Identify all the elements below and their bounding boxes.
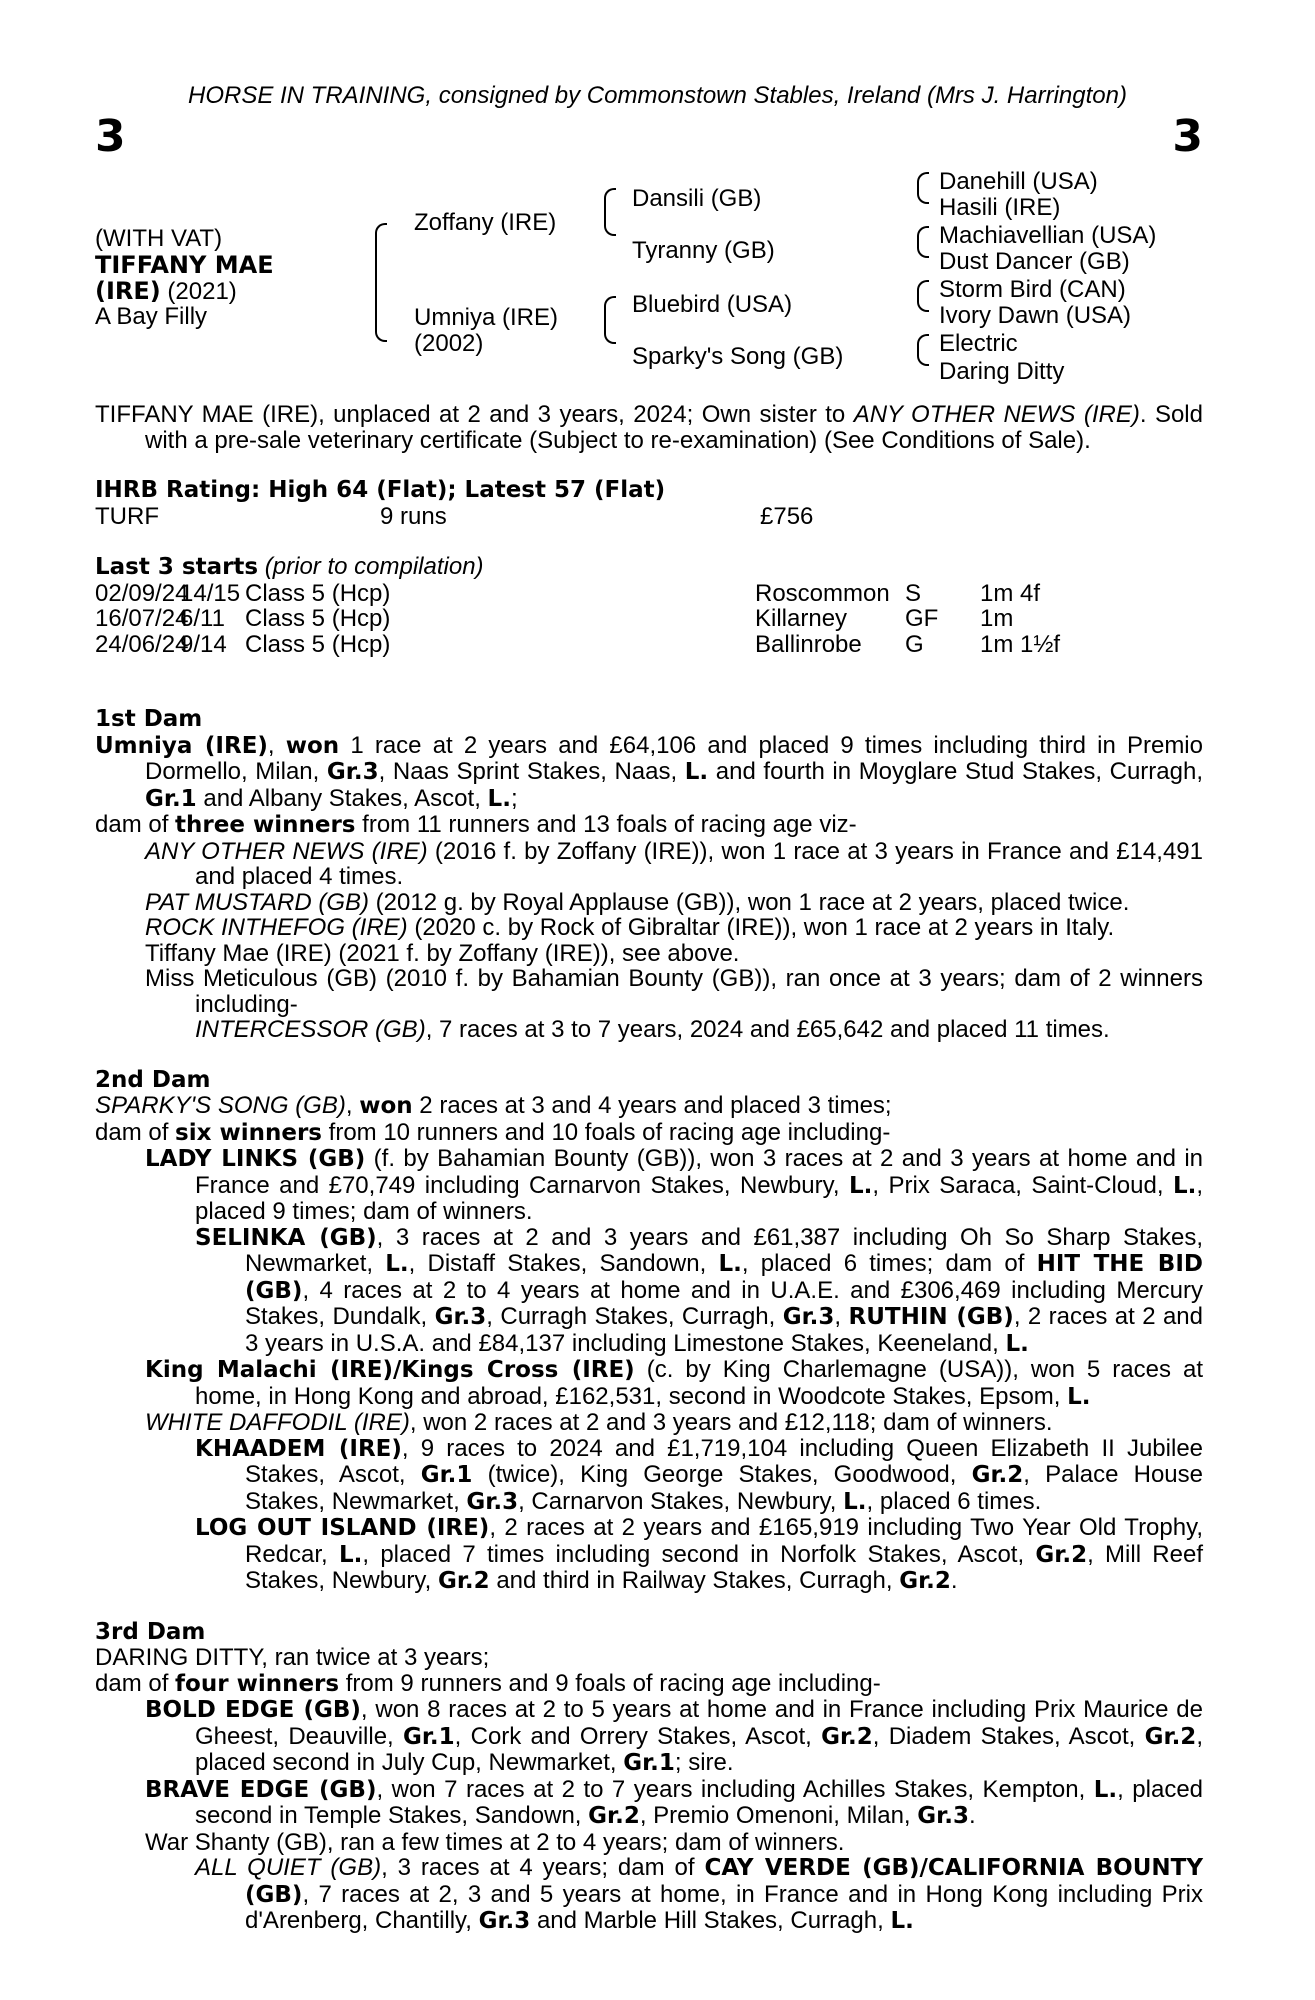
text-run: , Premio Omenoni, Milan, (639, 1802, 918, 1829)
ancestor-5: Storm Bird (CAN) (939, 276, 1126, 303)
start-pos: 6/11 (180, 605, 225, 632)
text-run: Gr.3 (917, 1803, 969, 1829)
text-run: SPARKY'S SONG (GB) (95, 1092, 346, 1119)
text-run: ANY OTHER NEWS (IRE) (145, 837, 428, 865)
start-going: S (905, 579, 922, 607)
start-course: Roscommon (755, 579, 890, 607)
pedigree-brace-g4 (917, 334, 929, 366)
horse-description: A Bay Filly (95, 303, 208, 330)
dam1-produce-2 (95, 890, 1203, 916)
text-run: L. (338, 1541, 363, 1568)
horse-year: (2021) (160, 278, 237, 305)
text-run: ALL QUIET (GB) (195, 1854, 382, 1881)
pedigree-brace-main (375, 223, 387, 342)
starts-heading-line (95, 554, 1203, 581)
text-run: , Prix Saraca, Saint-Cloud, (872, 1171, 1173, 1199)
text-run: L. (848, 1172, 873, 1199)
ancestor-7: Electric (939, 330, 1018, 357)
text-run: , Mill Reef Stakes, Newbury, (245, 1540, 1203, 1594)
text-run: ; sire. (674, 1749, 734, 1776)
text-run: , Diadem Stakes, Ascot, (872, 1722, 1145, 1750)
text-run: Gr.1 (420, 1462, 473, 1488)
ancestor-3: Machiavellian (USA) (939, 222, 1157, 249)
start-row (95, 632, 1203, 658)
start-course: Killarney (755, 605, 848, 632)
pedigree-brace-g1 (917, 172, 929, 204)
text-run: and Marble Hill Stakes, Curragh, (530, 1907, 891, 1934)
text-run: , (834, 1303, 849, 1330)
text-run: , Naas Sprint Stakes, Naas, (378, 758, 685, 785)
rating-row (95, 504, 1203, 530)
text-run: Umniya (IRE) (95, 732, 268, 759)
dam-year: (2002) (414, 330, 484, 357)
dam2-grandproduce-2 (95, 1436, 1203, 1516)
text-run: , 3 races at 2 and 3 years and £61,387 including Oh So Sharp Stakes, Newmarket, (245, 1223, 1203, 1277)
sire-sire: Dansili (GB) (632, 185, 762, 212)
text-run: dam of (95, 1118, 176, 1146)
rating-runs: 9 runs (380, 502, 447, 530)
text-run: Gr.1 (402, 1723, 455, 1750)
text-run: , Distaff Stakes, Sandown, (408, 1250, 719, 1277)
text-run: and third in Railway Stakes, Curragh, (489, 1567, 900, 1594)
text-run: , 4 races at 2 to 4 years at home and in U.A.E. and £306,469 including Mercury Stakes, Dundalk, (245, 1276, 1203, 1330)
dam1-produce-1 (95, 839, 1203, 890)
text-run: RUTHIN (GB) (848, 1304, 1014, 1330)
text-run: Gr.3 (478, 1908, 531, 1934)
start-going: GF (905, 605, 939, 632)
text-run: Gr.2 (971, 1462, 1024, 1488)
text-run: L. (718, 1251, 742, 1277)
text-run: CAY VERDE (GB)/CALIFORNIA BOUNTY (GB) (245, 1855, 1204, 1908)
text-run: Gr.2 (437, 1568, 490, 1594)
text-run: Gr.2 (1144, 1723, 1197, 1750)
lot-number-left: 3 (95, 111, 126, 162)
text-run: (2020 c. by Rock of Gibraltar (IRE)), won 1 race at 2 years in Italy. (407, 914, 1115, 941)
text-run: Gr.2 (1035, 1541, 1088, 1568)
start-dist: 1m 4f (980, 579, 1041, 607)
text-run: (c. by King Charlemagne (USA)), won 5 races at home, in Hong Kong and abroad, £162,531, second in Woodcote Stakes, Epsom, (195, 1356, 1203, 1410)
dam3-produce-1 (95, 1697, 1203, 1777)
intro-text: TIFFANY MAE (IRE), unplaced at 2 and 3 years, 2024; Own sister to (95, 401, 854, 428)
text-run: PAT MUSTARD (GB) (145, 888, 369, 916)
lot-number-right: 3 (1172, 111, 1203, 162)
text-run: , (345, 1092, 360, 1119)
dam3-grandproduce-1 (95, 1855, 1203, 1935)
text-run: L. (1005, 1330, 1029, 1357)
text-run: . (950, 1567, 958, 1594)
start-date: 24/06/24 (95, 630, 189, 658)
start-class: Class 5 (Hcp) (245, 579, 391, 607)
text-run: L. (487, 785, 511, 812)
dam2-record (95, 1093, 1203, 1120)
text-run: L. (385, 1251, 409, 1277)
text-run: HIT THE BID (GB) (245, 1251, 1203, 1304)
text-run: , won 7 races at 2 to 7 years including Achilles Stakes, Kempton, (376, 1775, 1094, 1803)
start-row (95, 606, 1203, 632)
text-run: Gr.2 (588, 1803, 640, 1829)
start-pos: 9/14 (180, 630, 227, 658)
dam1-record (95, 733, 1203, 813)
text-run: , placed 7 times including second in Norfolk Stakes, Ascot, (362, 1540, 1036, 1568)
ancestor-6: Ivory Dawn (USA) (939, 302, 1132, 329)
dam3-produce-2 (95, 1777, 1203, 1830)
start-date: 16/07/24 (95, 605, 189, 632)
dam3-produce-3 (95, 1830, 1203, 1856)
pedigree-brace-g3 (917, 280, 929, 312)
intro-paragraph (95, 402, 1203, 453)
text-run: , 2 races at 2 and 3 years in U.S.A. and £84,137 including Limestone Stakes, Keeneland, (245, 1303, 1203, 1357)
text-run: from 11 runners and 13 foals of racing age viz- (355, 811, 857, 838)
dam1-grandproduce-1 (95, 1017, 1203, 1043)
dam2-grandproduce-3 (95, 1515, 1203, 1595)
starts-table (95, 581, 1203, 658)
dam2-heading: 2nd Dam (95, 1066, 211, 1093)
vat-note: (WITH VAT) (95, 225, 223, 252)
text-run: Gr.3 (434, 1304, 487, 1330)
text-run: DARING DITTY, ran twice at 3 years; (95, 1644, 490, 1671)
summary-block (95, 402, 1203, 657)
text-run: won (359, 1093, 413, 1119)
text-run: four winners (175, 1670, 340, 1697)
text-run: , placed 6 times. (866, 1487, 1042, 1515)
dam3-produce-summary (95, 1671, 1203, 1698)
text-run: , won 2 races at 2 and 3 years and £12,118; dam of winners. (409, 1409, 1053, 1436)
text-run: (f. by Bahamian Bounty (GB)), won 3 races at 2 and 3 years at home and in France and £70,749 including Carnarvon Stakes, Newbury, (195, 1145, 1204, 1199)
text-run: LOG OUT ISLAND (IRE) (195, 1515, 490, 1541)
dam1-produce-5 (95, 966, 1203, 1017)
dam-dam: Sparky's Song (GB) (632, 343, 844, 370)
ancestor-2: Hasili (IRE) (939, 194, 1061, 221)
dam2-produce-1 (95, 1146, 1203, 1225)
text-run: L. (1067, 1383, 1091, 1410)
start-dist: 1m (980, 605, 1014, 632)
text-run: , Cork and Orrery Stakes, Ascot, (454, 1722, 822, 1750)
start-pos: 14/15 (180, 579, 241, 607)
ancestor-8: Daring Ditty (939, 358, 1065, 385)
horse-origin (95, 278, 237, 305)
text-run: SELINKA (GB) (195, 1224, 377, 1251)
text-run: six winners (175, 1119, 322, 1146)
text-run: BOLD EDGE (GB) (145, 1697, 361, 1723)
pedigree-brace-dam (604, 296, 616, 344)
text-run: L. (843, 1488, 867, 1515)
text-run: LADY LINKS (GB) (145, 1146, 366, 1172)
text-run: (2016 f. by Zoffany (IRE)), won 1 race at 3 years in France and £14,491 and placed 4 times. (195, 837, 1203, 890)
dam2-produce-summary (95, 1120, 1203, 1147)
start-going: G (905, 630, 924, 658)
rating-surface: TURF (95, 502, 159, 530)
pedigree-brace-g2 (917, 226, 929, 258)
text-run: L. (1093, 1776, 1118, 1803)
text-run: from 9 runners and 9 foals of racing age including- (339, 1669, 881, 1697)
text-run: , placed 6 times; dam of (741, 1250, 1037, 1277)
text-run: won (285, 732, 340, 759)
text-run: L. (684, 759, 709, 785)
intro-sibling: ANY OTHER NEWS (IRE) (853, 401, 1140, 428)
text-run: dam of (95, 1669, 176, 1697)
dam2-produce-3 (95, 1410, 1203, 1436)
text-run: , 7 races at 3 to 7 years, 2024 and £65,642 and placed 11 times. (425, 1016, 1110, 1043)
text-run: and fourth in Moyglare Stud Stakes, Curragh, (708, 758, 1203, 785)
text-run: ; (510, 784, 518, 812)
start-class: Class 5 (Hcp) (245, 605, 391, 632)
dam3-heading: 3rd Dam (95, 1618, 206, 1645)
text-run: War Shanty (GB), ran a few times at 2 to 4 years; dam of winners. (145, 1828, 845, 1856)
start-class: Class 5 (Hcp) (245, 630, 391, 658)
pedigree-brace-sire (604, 188, 616, 236)
text-run: , 9 races to 2024 and £1,719,104 including Queen Elizabeth II Jubilee Stakes, Ascot, (245, 1434, 1204, 1488)
text-run: , Curragh Stakes, Curragh, (486, 1303, 783, 1330)
text-run: L. (890, 1908, 914, 1934)
text-run: WHITE DAFFODIL (IRE) (145, 1409, 410, 1436)
text-run: , placed second in July Cup, Newmarket, (195, 1722, 1203, 1776)
start-course: Ballinrobe (755, 630, 862, 658)
text-run: ROCK INTHEFOG (IRE) (145, 914, 408, 941)
text-run: Gr.1 (145, 785, 197, 812)
text-run: three winners (175, 812, 356, 838)
text-run: KHAADEM (IRE) (195, 1435, 402, 1462)
text-run: , 2 races at 2 years and £165,919 including Two Year Old Trophy, Redcar, (245, 1514, 1203, 1568)
pedigree-table (0, 168, 1315, 393)
sire: Zoffany (IRE) (414, 209, 557, 236)
text-run: Gr.3 (782, 1304, 835, 1330)
text-run: Gr.3 (326, 759, 379, 785)
text-run: , Palace House Stakes, Newmarket, (245, 1461, 1204, 1515)
ancestor-4: Dust Dancer (GB) (939, 248, 1130, 275)
text-run: , Carnarvon Stakes, Newbury, (518, 1487, 844, 1515)
consignor-line: HORSE IN TRAINING, consigned by Commonstown Stables, Ireland (Mrs J. Harrington) (188, 82, 1127, 109)
text-run: (twice), King George Stakes, Goodwood, (472, 1461, 972, 1488)
dam1-produce-4 (95, 941, 1203, 967)
horse-name: TIFFANY MAE (95, 251, 274, 279)
text-run: , placed second in Temple Stakes, Sandown, (195, 1775, 1204, 1829)
text-run: from 10 runners and 10 foals of racing age including- (321, 1118, 891, 1146)
text-run: (2012 g. by Royal Applause (GB)), won 1 race at 2 years, placed twice. (369, 888, 1130, 916)
text-run: Gr.3 (466, 1488, 519, 1515)
dam: Umniya (IRE) (414, 304, 559, 331)
text-run: , placed 9 times; dam of winners. (195, 1171, 1204, 1225)
rating-heading: IHRB Rating: High 64 (Flat); Latest 57 (Flat) (95, 477, 666, 503)
dam2-grandproduce-1 (95, 1225, 1203, 1358)
rating-earnings: £756 (760, 502, 814, 530)
text-run: , (267, 731, 286, 759)
text-run: Tiffany Mae (IRE) (2021 f. by Zoffany (IRE)), see above. (145, 939, 740, 967)
dam1-produce-3 (95, 915, 1203, 941)
dam1-produce-summary (95, 812, 1203, 839)
text-run: , won 8 races at 2 to 5 years at home and in France including Prix Maurice de Gheest, Deauville, (195, 1696, 1203, 1750)
text-run: Miss Meticulous (GB) (2010 f. by Bahamian Bounty (GB)), ran once at 3 years; dam of 2 winners including- (145, 965, 1203, 1018)
start-dist: 1m 1½f (980, 630, 1061, 658)
text-run: dam of (95, 811, 176, 838)
text-run: , 7 races at 2, 3 and 5 years at home, in France and in Hong Kong including Prix d'Arenberg, Chantilly, (245, 1880, 1203, 1934)
text-run: . (968, 1802, 976, 1829)
dam2-produce-2 (95, 1357, 1203, 1410)
start-row (95, 581, 1203, 607)
text-run: Gr.2 (899, 1568, 951, 1594)
sire-dam: Tyranny (GB) (632, 237, 775, 264)
text-run: L. (1172, 1172, 1197, 1199)
text-run: King Malachi (IRE)/Kings Cross (IRE) (145, 1357, 635, 1383)
starts-note: (prior to compilation) (258, 553, 484, 580)
text-run: 1 race at 2 years and £64,106 and placed 9 times including third in Premio Dormello, Milan, (145, 731, 1203, 785)
text-run: BRAVE EDGE (GB) (145, 1776, 377, 1803)
text-run: Gr.1 (623, 1750, 675, 1776)
text-run: 2 races at 3 and 4 years and placed 3 times; (412, 1092, 892, 1119)
text-run: , 3 races at 4 years; dam of (381, 1854, 705, 1881)
horse-country: (IRE) (95, 277, 161, 305)
dam-sire: Bluebird (USA) (632, 291, 793, 318)
text-run: Gr.2 (821, 1723, 873, 1750)
dam3-record (95, 1645, 1203, 1671)
ancestor-1: Danehill (USA) (939, 168, 1098, 195)
dam1-heading: 1st Dam (95, 706, 203, 732)
starts-heading: Last 3 starts (95, 554, 259, 580)
text-run: and Albany Stakes, Ascot, (196, 784, 488, 812)
intro-sale-note: . Sold with a pre-sale veterinary certificate (Subject to re-examination) (See Conditions of Sale). (145, 401, 1203, 454)
family-block (95, 707, 1203, 1935)
start-date: 02/09/24 (95, 579, 189, 607)
text-run: INTERCESSOR (GB) (195, 1016, 426, 1043)
